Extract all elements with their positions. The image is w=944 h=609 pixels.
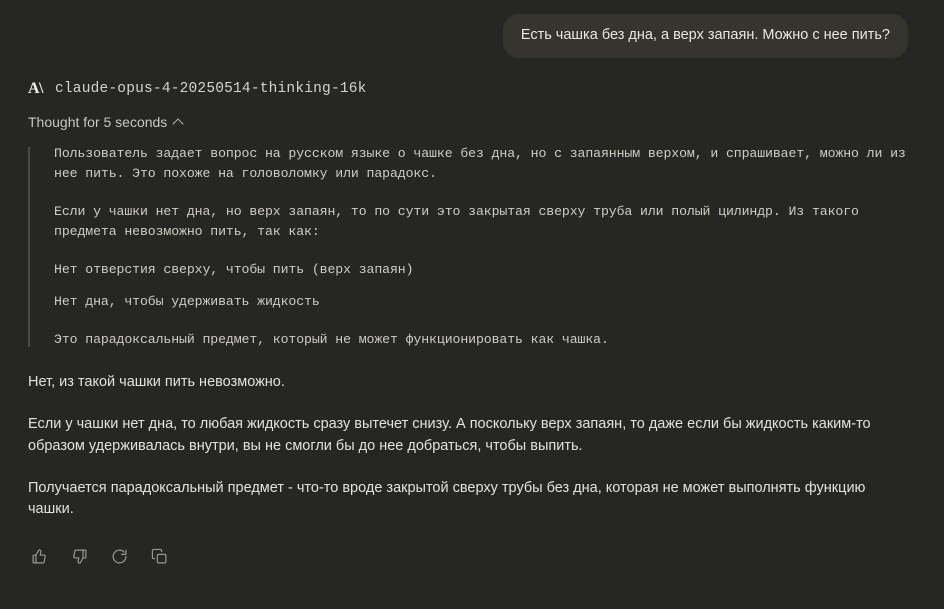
assistant-answer bbox=[0, 372, 944, 521]
thumbs-up-icon[interactable] bbox=[30, 547, 48, 565]
chevron-up-icon bbox=[174, 118, 184, 128]
thumbs-down-icon[interactable] bbox=[70, 547, 88, 565]
right-edge-gutter bbox=[936, 0, 944, 609]
thinking-paragraph: Нет дна, чтобы удерживать жидкость bbox=[54, 294, 320, 310]
model-header bbox=[28, 80, 908, 98]
user-message-row bbox=[0, 0, 944, 58]
model-name-label: claude-opus-4-20250514-thinking-16k bbox=[55, 81, 367, 98]
assistant-response bbox=[0, 58, 944, 350]
thinking-block bbox=[28, 144, 908, 350]
answer-paragraph: Если у чашки нет дна, то любая жидкость сразу вытечет снизу. А поскольку верх запаян, то даже если бы жидкость каким-то образом удерживалась внутри, вы не смогли бы до нее добраться, чтобы выпить. bbox=[28, 416, 871, 454]
user-message-bubble: Есть чашка без дна, а верх запаян. Можно с нее пить? bbox=[503, 14, 908, 58]
thinking-paragraph: Нет отверстия сверху, чтобы пить (верх запаян) bbox=[54, 262, 414, 278]
thinking-paragraph: Если у чашки нет дна, но верх запаян, то по сути это закрытая сверху труба или полый цилиндр. Из такого предмета невозможно пить, так как: bbox=[54, 204, 859, 240]
message-action-bar bbox=[0, 541, 944, 565]
answer-paragraph: Нет, из такой чашки пить невозможно. bbox=[28, 374, 285, 391]
anthropic-logo-icon: A\ bbox=[28, 80, 43, 98]
thinking-paragraph: Пользователь задает вопрос на русском языке о чашке без дна, но с запаянным верхом, и спрашивает, можно ли из нее пить. Это похоже на головоломку или парадокс. bbox=[54, 146, 906, 182]
copy-icon[interactable] bbox=[150, 547, 168, 565]
thinking-toggle[interactable] bbox=[28, 114, 184, 130]
thinking-paragraph: Это парадоксальный предмет, который не может функционировать как чашка. bbox=[54, 332, 609, 348]
retry-icon[interactable] bbox=[110, 547, 128, 565]
answer-paragraph: Получается парадоксальный предмет - что-то вроде закрытой сверху трубы без дна, которая не может выполнять функцию чашки. bbox=[28, 479, 866, 518]
thinking-summary-label: Thought for 5 seconds bbox=[28, 114, 168, 131]
